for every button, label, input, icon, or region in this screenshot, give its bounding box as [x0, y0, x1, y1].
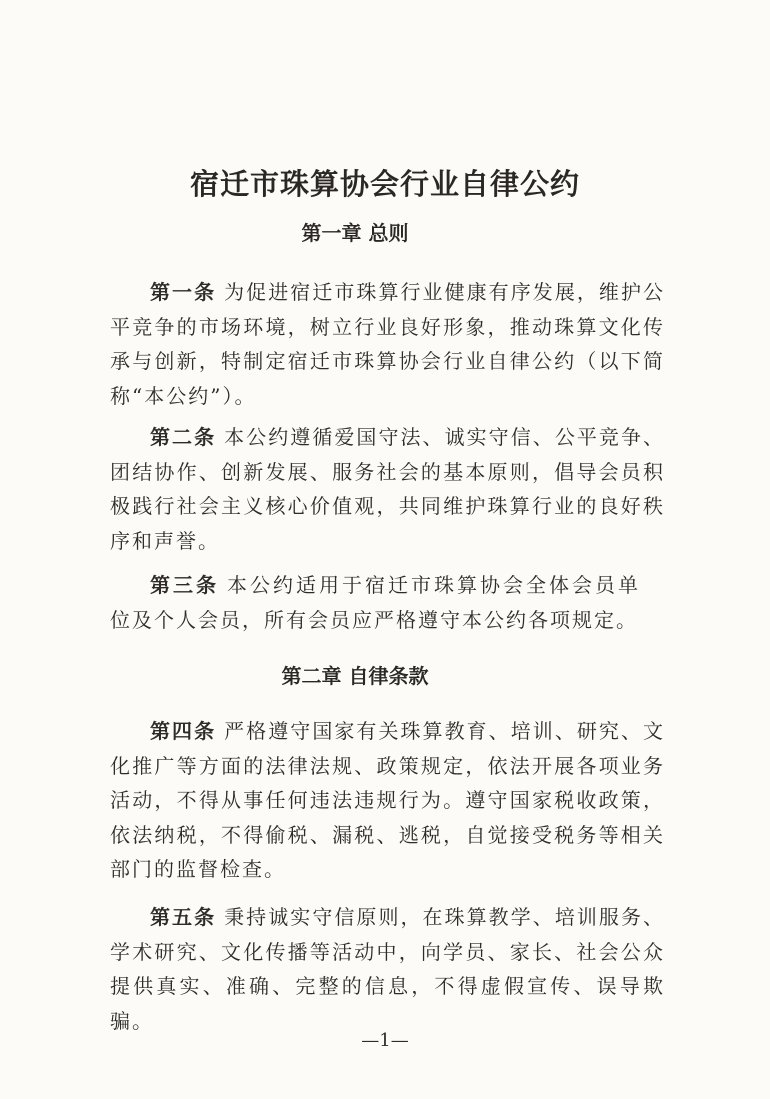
article-3-label: 第三条 — [150, 573, 219, 597]
article-1 — [110, 275, 665, 413]
document-title: 宿迁市珠算协会行业自律公约 — [189, 167, 580, 202]
article-4 — [110, 714, 665, 887]
article-1-text: 为促进宿迁市珠算行业健康有序发展，维护公平竞争的市场环境，树立行业良好形象，推动珠算文化传承与创新，特制定宿迁市珠算协会行业自律公约（以下简称“本公约”）。 — [110, 280, 666, 408]
article-2-text: 本公约遵循爱国守法、诚实守信、公平竞争、团结协作、创新发展、服务社会的基本原则，倡导会员积极践行社会主义核心价值观，共同维护珠算行业的良好秩序和声誉。 — [110, 425, 666, 553]
article-5 — [110, 900, 665, 1038]
article-2 — [110, 420, 665, 558]
article-1-label: 第一条 — [150, 280, 217, 304]
page-number: —1— — [361, 1030, 409, 1051]
article-3-text: 本公约适用于宿迁市珠算协会全体会员单位及个人会员，所有会员应严格遵守本公约各项规定。 — [110, 573, 640, 632]
article-4-label: 第四条 — [150, 719, 217, 743]
chapter-heading-general: 第一章 总则 — [301, 221, 409, 245]
article-4-text: 严格遵守国家有关珠算教育、培训、研究、文化推广等方面的法律法规、政策规定，依法开展各项业务活动，不得从事任何违法违规行为。遵守国家税收政策，依法纳税，不得偷税、漏税、逃税，自觉接受税务等相关部门的监督检查。 — [110, 719, 666, 881]
article-2-label: 第二条 — [150, 425, 217, 449]
article-5-label: 第五条 — [150, 905, 217, 929]
article-3 — [110, 568, 640, 637]
article-5-text: 秉持诚实守信原则，在珠算教学、培训服务、学术研究、文化传播等活动中，向学员、家长、社会公众提供真实、准确、完整的信息，不得虚假宣传、误导欺骗。 — [110, 905, 666, 1033]
chapter-heading-self-discipline: 第二章 自律条款 — [281, 664, 429, 688]
